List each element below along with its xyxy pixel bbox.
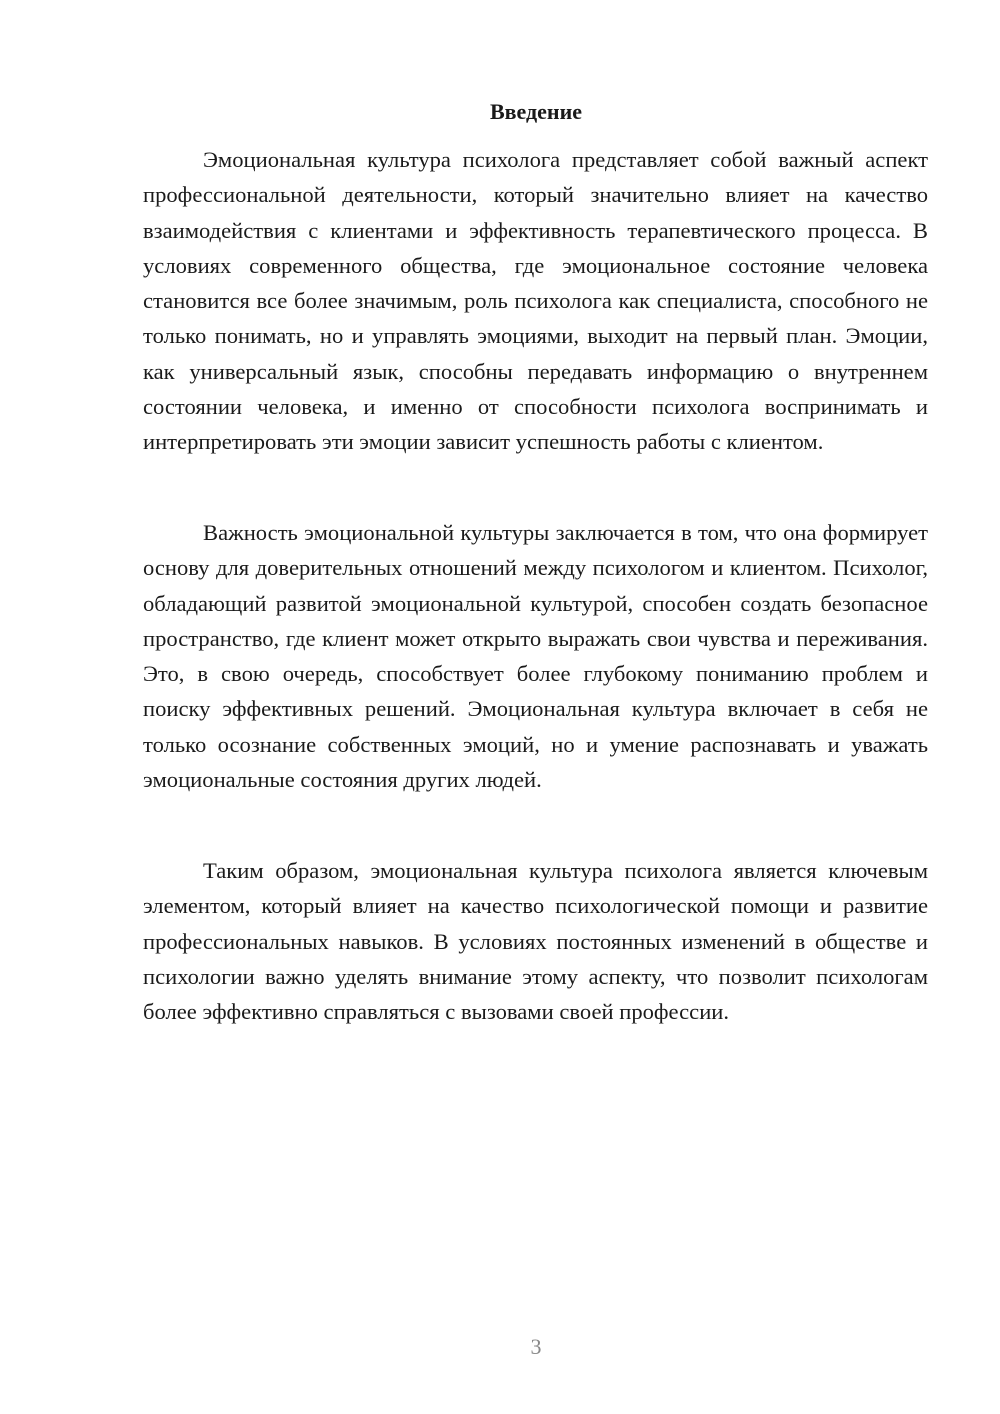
page-number: 3 — [530, 1334, 542, 1359]
paragraph-3: Таким образом, эмоциональная культура психолога является ключевым элементом, который влияет на качество психологической помощи и развитие профессиональных навыков. В условиях постоянных изменений в обществе и психологии важно уделять внимание этому аспекту, что позволит психологам более эффективно справляться с вызовами своей профессии. — [143, 858, 928, 1025]
section-title: Введение — [489, 99, 583, 124]
paragraph-1: Эмоциональная культура психолога представляет собой важный аспект профессиональной деятельности, который значительно влияет на качество взаимодействия с клиентами и эффективность терапевтического процесса. В условиях современного общества, где эмоциональное состояние человека становится все более значимым, роль психолога как специалиста, способного не только понимать, но и управлять эмоциями, выходит на первый план. Эмоции, как универсальный язык, способны передавать информацию о внутреннем состоянии человека, и именно от способности психолога воспринимать и интерпретировать эти эмоции зависит успешность работы с клиентом. — [143, 147, 928, 455]
paragraph-2: Важность эмоциональной культуры заключается в том, что она формирует основу для доверительных отношений между психологом и клиентом. Психолог, обладающий развитой эмоциональной культурой, способен создать безопасное пространство, где клиент может открыто выражать свои чувства и переживания. Это, в свою очередь, способствует более глубокому пониманию проблем и поиску эффективных решений. Эмоциональная культура включает в себя не только осознание собственных эмоций, но и умение распознавать и уважать эмоциональные состояния других людей. — [143, 520, 928, 793]
